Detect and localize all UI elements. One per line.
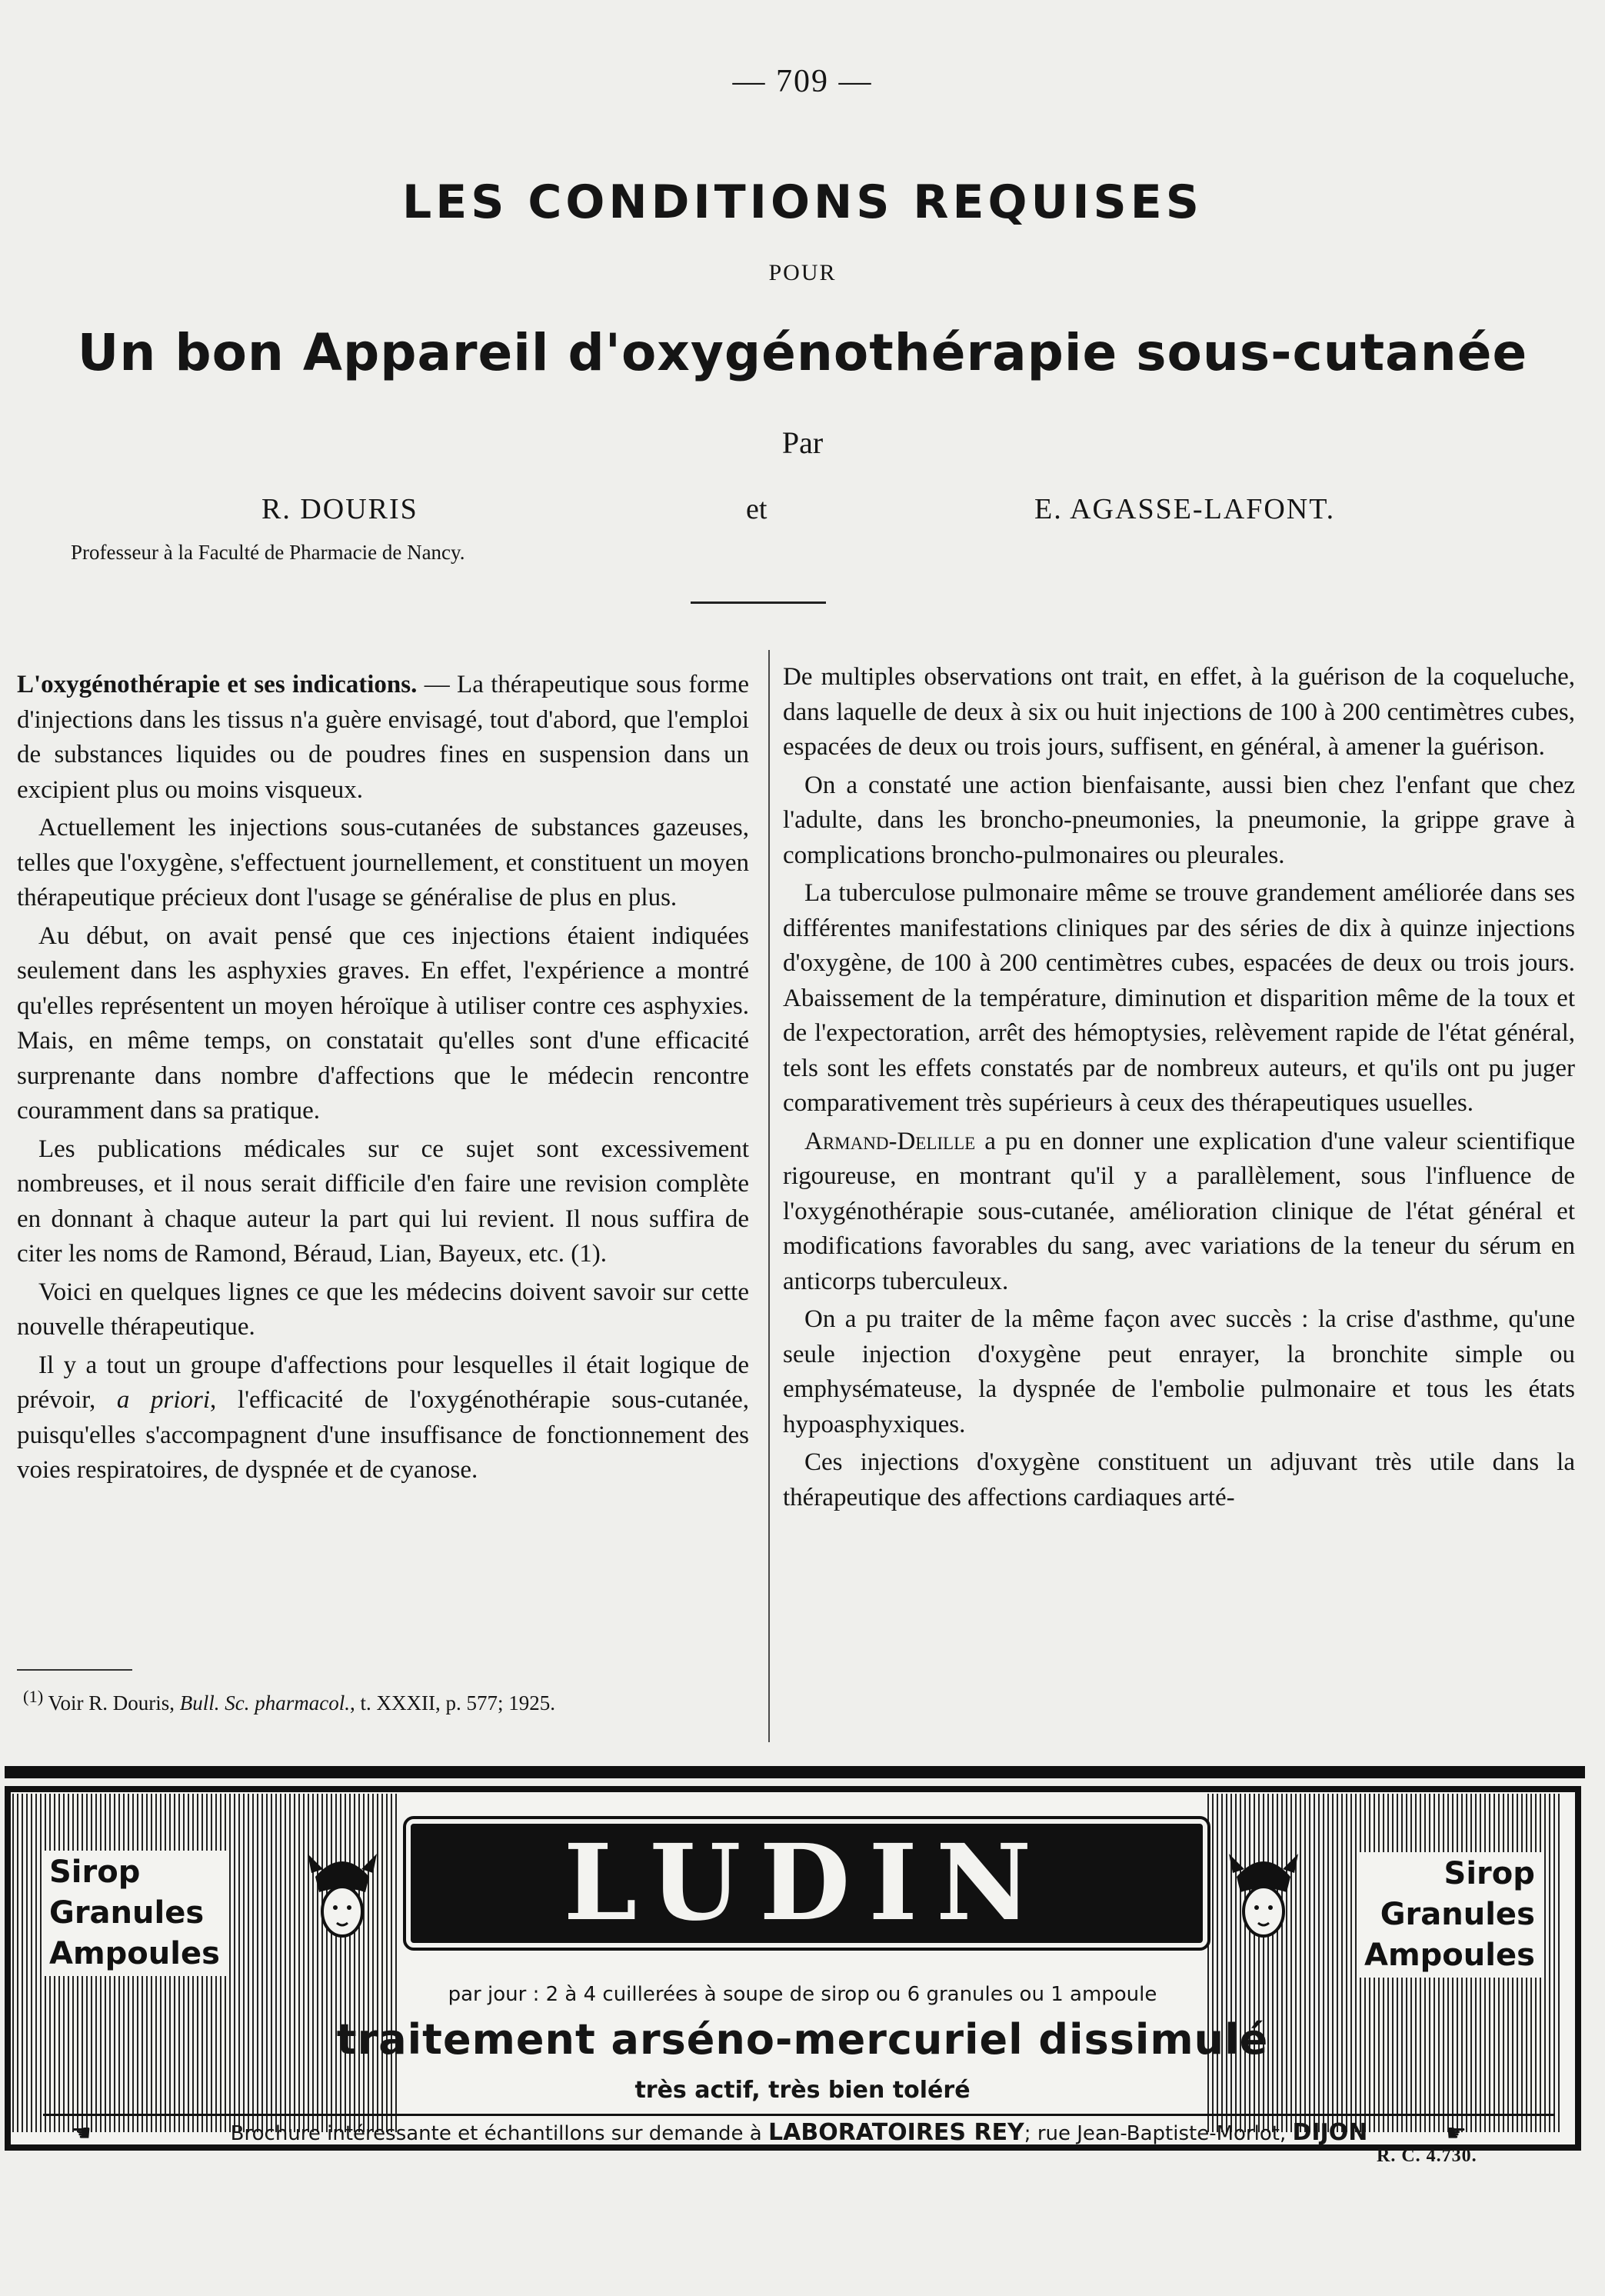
- author-douris: R. DOURIS: [261, 493, 418, 525]
- paragraph: La tuberculose pulmonaire même se trouve grandement améliorée dans ses différentes manifestations cliniques par des séries de dix à quinze injections d'oxygène, de 100 à 200 centimètres cubes, espacées de deux ou trois jours. Abaissement de la température, diminution et disparition même de la toux et de l'expectoration, arrêt des hémoptysies, relèvement rapide de l'état général, tels sont les effets constatés par de nombreux auteurs, et qu'ils ont pu juger comparativement très supérieurs à ceux des thérapeutiques usuelles.: [783, 879, 1575, 1117]
- product-form: Ampoules: [1364, 1938, 1535, 1973]
- paragraph: Armand-Delille a pu en donner une explication d'une valeur scientifique rigoureuse, en montrant qu'il y a parallèlement, sous l'influence de l'oxygénothérapie sous-cutanée, amélioration clinique de l'état général et modifications favorables du sang, avec variations de la teneur du sérum en anticorps tuberculeux.: [783, 1127, 1575, 1295]
- left-column: [17, 668, 749, 1491]
- right-column: [783, 660, 1575, 1518]
- paragraph: Voici en quelques lignes ce que les médecins doivent savoir sur cette nouvelle thérapeutique.: [17, 1278, 749, 1341]
- paragraph: Il y a tout un groupe d'affections pour lesquelles il était logique de prévoir, a priori, l'efficacité de l'oxygénothérapie sous-cutanée, puisqu'elles s'accompagnent d'une insuffisance de fonctionnement des voies respiratoires, de dyspnée et de cyanose.: [17, 1351, 749, 1484]
- footnote: $^{(1)}$ Voir R. Douris, Bull. Sc. pharmacol., t. XXXII, p. 577; 1925.: [23, 1687, 555, 1715]
- author-conjunction: et: [746, 493, 768, 525]
- cited-author: Armand-Delille: [804, 1127, 976, 1155]
- article-subtitle: Un bon Appareil d'oxygénothérapie sous-cutanée: [77, 323, 1528, 382]
- paragraph: On a pu traiter de la même façon avec succès : la crise d'asthme, qu'une seule injection d'oxygène peut enrayer, la bronchite simple ou emphysémateuse, la dyspnée de l'embolie pulmonaire et tous les états hypoasphyxiques.: [783, 1305, 1575, 1438]
- byline-par: Par: [781, 425, 824, 460]
- product-form: Ampoules: [49, 1936, 220, 1971]
- title-connector: POUR: [768, 260, 837, 285]
- product-forms-left: [43, 1851, 226, 1976]
- brand-logo: LUDIN: [406, 1819, 1207, 1948]
- paragraph: Actuellement les injections sous-cutanées de substances gazeuses, telles que l'oxygène, s'effectuent journellement, et constituent un moyen thérapeutique précieux dont l'usage se généralise de plus en plus.: [17, 814, 749, 911]
- paragraph: Ces injections d'oxygène constituent un adjuvant très utile dans la thérapeutique des affections cardiaques arté-: [783, 1448, 1575, 1511]
- registration-number: R. C. 4.730.: [1377, 2146, 1477, 2166]
- product-form: Granules: [49, 1895, 205, 1931]
- italic-phrase: a priori: [116, 1386, 211, 1414]
- footnote-marker: (1): [23, 1687, 44, 1706]
- advertisement-inner-rule: [43, 2114, 1555, 2116]
- product-form: Granules: [1380, 1897, 1535, 1932]
- pointing-hand-left-icon: ☚: [71, 2121, 92, 2146]
- product-form: Sirop: [49, 1854, 141, 1890]
- city-name: DIJON: [1292, 2119, 1368, 2146]
- journal-title: Bull. Sc. pharmacol.: [179, 1691, 351, 1715]
- section-heading: L'oxygénothérapie et ses indications.: [17, 671, 418, 698]
- paragraph: Les publications médicales sur ce sujet sont excessivement nombreuses, et il nous serait difficile d'en faire une revision complète en donnant à chaque auteur la part qui lui revient. Il nous suffira de citer les noms de Ramond, Béraud, Lian, Bayeux, etc. (1).: [17, 1135, 749, 1268]
- author-affiliation: Professeur à la Faculté de Pharmacie de Nancy.: [71, 541, 465, 564]
- dosage-instructions: par jour : 2 à 4 cuillerées à soupe de sirop ou 6 granules ou 1 ampoule: [448, 1983, 1157, 2006]
- paragraph-text: — La thérapeutique sous forme d'injections dans les tissus n'a guère envisagé, tout d'abord, que l'emploi de substances liquides ou de poudres fines en suspension dans un excipient plus ou moins visqueux.: [17, 671, 749, 804]
- column-divider: [768, 650, 770, 1742]
- mercury-head-left-icon: [308, 1846, 377, 1954]
- author-agasse-lafont: E. AGASSE-LAFONT.: [1034, 493, 1336, 525]
- mercury-head-right-icon: [1229, 1846, 1298, 1954]
- laboratory-name: LABORATOIRES REY: [768, 2119, 1024, 2146]
- brochure-line: Brochure intéressante et échantillons sur demande à LABORATOIRES REY; rue Jean-Baptiste-Morlot, DIJON: [230, 2119, 1368, 2146]
- paragraph: Au début, on avait pensé que ces injections étaient indiquées seulement dans les asphyxies graves. En effet, l'expérience a montré qu'elles représentent un moyen héroïque à utiliser contre ces asphyxies. Mais, en même temps, on constatait qu'elles sont d'une efficacité surprenante dans nombre d'affections que le médecin rencontre couramment dans sa pratique.: [17, 921, 749, 1125]
- paragraph: De multiples observations ont trait, en effet, à la guérison de la coqueluche, dans laquelle de deux à six ou huit injections de 100 à 200 centimètres cubes, espacées de deux ou trois jours, suffisent, en général, à amener la guérison.: [783, 663, 1575, 761]
- treatment-tagline: traitement arséno-mercuriel dissimulé: [336, 2015, 1269, 2064]
- paragraph: On a constaté une action bienfaisante, aussi bien chez l'enfant que chez l'adulte, dans les broncho-pneumonies, la pneumonie, la grippe grave à complications broncho-pulmonaires ou pleurales.: [783, 771, 1575, 869]
- tolerance-claim: très actif, très bien toléré: [634, 2077, 971, 2104]
- paragraph: [17, 668, 749, 808]
- product-forms-right: [1358, 1852, 1541, 1978]
- footnote-divider: [17, 1669, 132, 1671]
- advertisement-top-border: [5, 1766, 1585, 1778]
- product-form: Sirop: [1444, 1856, 1535, 1891]
- title-divider: [691, 601, 826, 604]
- page-number: — 709 —: [732, 64, 873, 99]
- article-title: LES CONDITIONS REQUISES: [402, 175, 1203, 229]
- pointing-hand-right-icon: ☛: [1446, 2121, 1467, 2146]
